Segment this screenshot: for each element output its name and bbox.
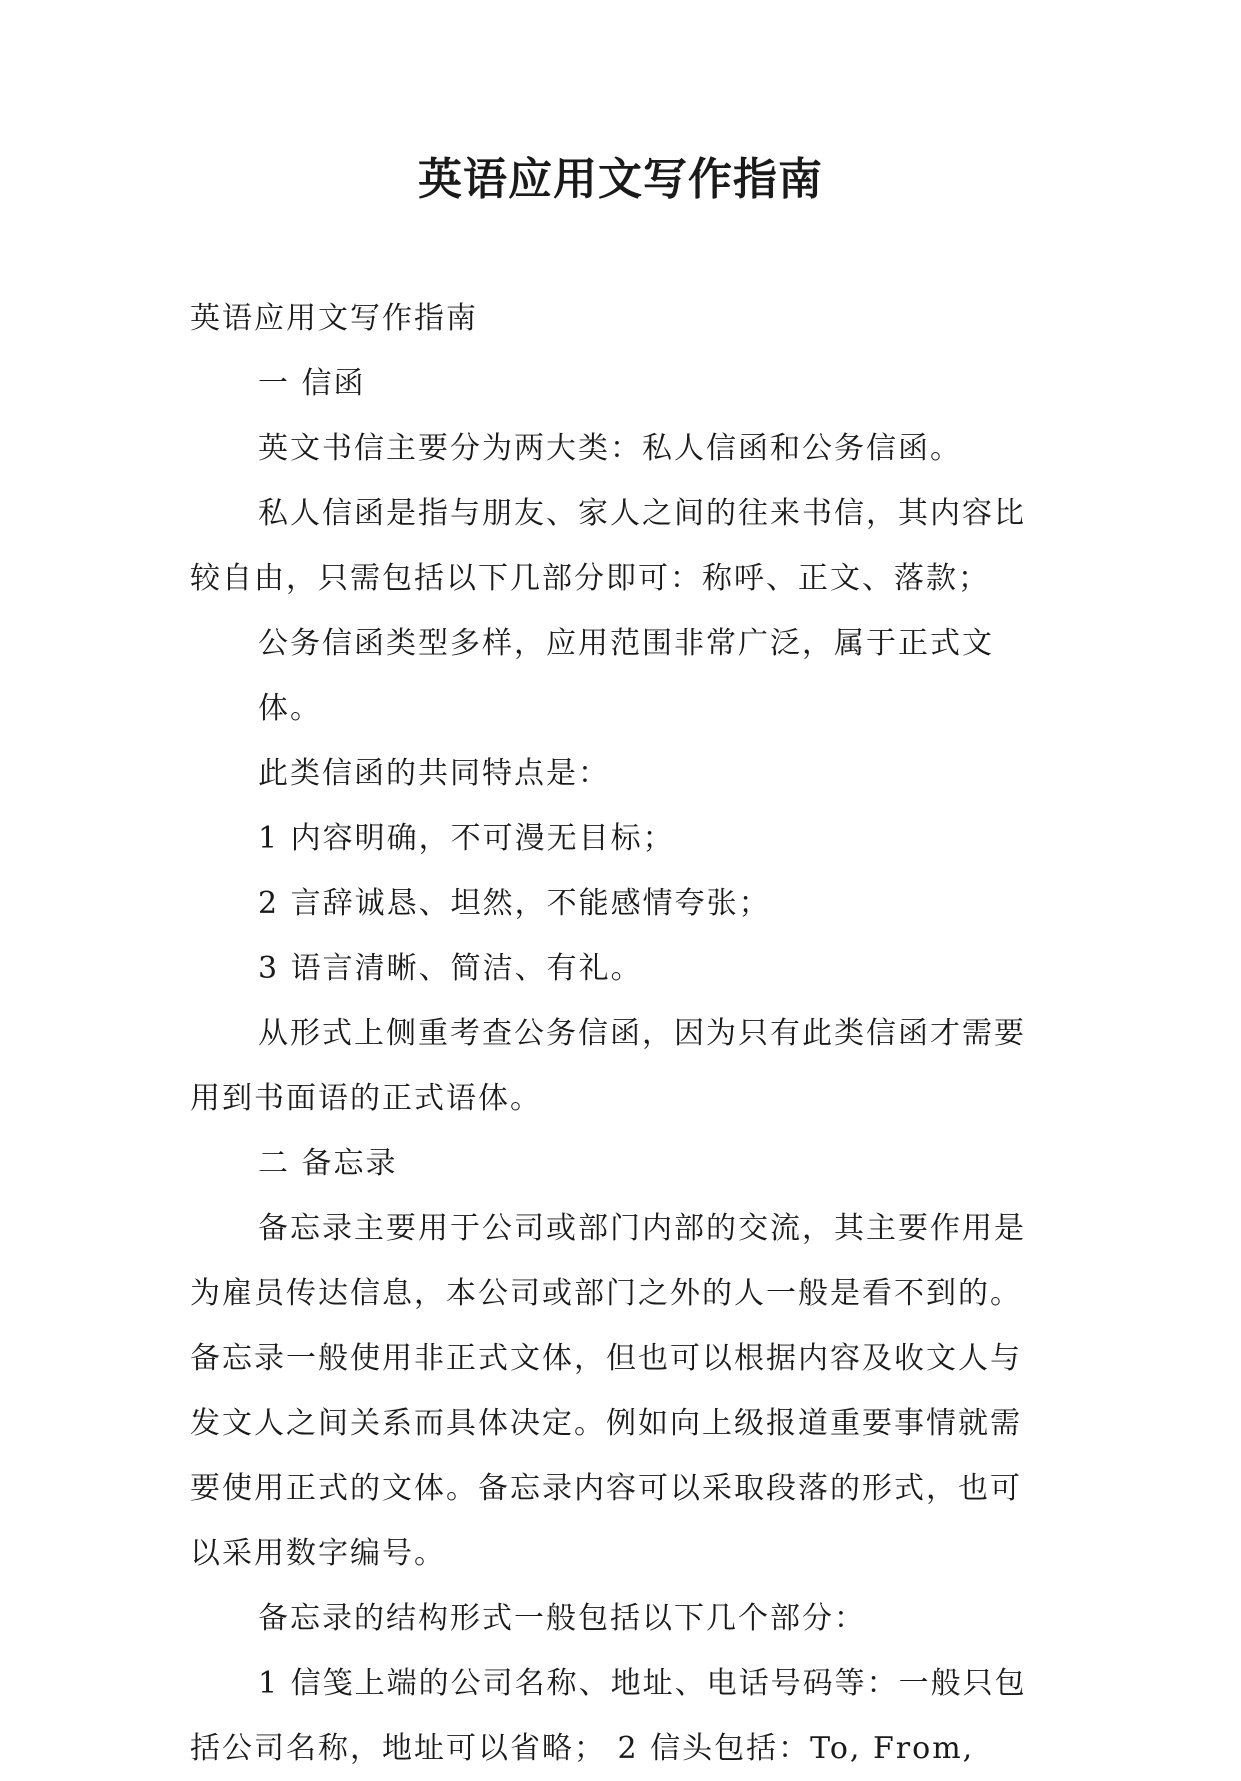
body-line: 私人信函是指与朋友、家人之间的往来书信，其内容比 xyxy=(258,496,1026,531)
body-line: 此类信函的共同特点是： xyxy=(258,756,610,791)
body-line: 括公司名称，地址可以省略； 2 信头包括：To, From, xyxy=(190,1731,975,1766)
body-line: 为雇员传达信息，本公司或部门之外的人一般是看不到的。 xyxy=(190,1276,1022,1311)
body-line: 发文人之间关系而具体决定。例如向上级报道重要事情就需 xyxy=(190,1406,1022,1441)
body-line: 用到书面语的正式语体。 xyxy=(190,1081,542,1116)
body-line: 英语应用文写作指南 xyxy=(190,301,478,336)
body-line: 要使用正式的文体。备忘录内容可以采取段落的形式，也可 xyxy=(190,1471,1022,1506)
body-line: 备忘录的结构形式一般包括以下几个部分： xyxy=(258,1601,866,1636)
body-line: 从形式上侧重考查公务信函，因为只有此类信函才需要 xyxy=(258,1016,1026,1051)
body-line: 以采用数字编号。 xyxy=(190,1536,446,1571)
document-title: 英语应用文写作指南 xyxy=(418,154,823,205)
section-heading-letters: 一 信函 xyxy=(258,366,366,401)
body-line: 公务信函类型多样，应用范围非常广泛，属于正式文体。 xyxy=(258,626,994,726)
document-body xyxy=(190,286,1050,1781)
list-item: 1 信笺上端的公司名称、地址、电话号码等：一般只包 xyxy=(258,1666,1027,1701)
list-item: 2 言辞诚恳、坦然，不能感情夸张； xyxy=(258,886,771,921)
section-heading-memo: 二 备忘录 xyxy=(258,1146,398,1181)
body-line: 备忘录主要用于公司或部门内部的交流，其主要作用是 xyxy=(258,1211,1026,1246)
body-line: 备忘录一般使用非正式文体，但也可以根据内容及收文人与 xyxy=(190,1341,1022,1376)
list-item: 1 内容明确，不可漫无目标； xyxy=(258,821,675,856)
body-line: 英文书信主要分为两大类：私人信函和公务信函。 xyxy=(258,431,962,466)
list-item: 3 语言清晰、简洁、有礼。 xyxy=(258,951,643,986)
body-line: 较自由，只需包括以下几部分即可：称呼、正文、落款； xyxy=(190,561,990,596)
